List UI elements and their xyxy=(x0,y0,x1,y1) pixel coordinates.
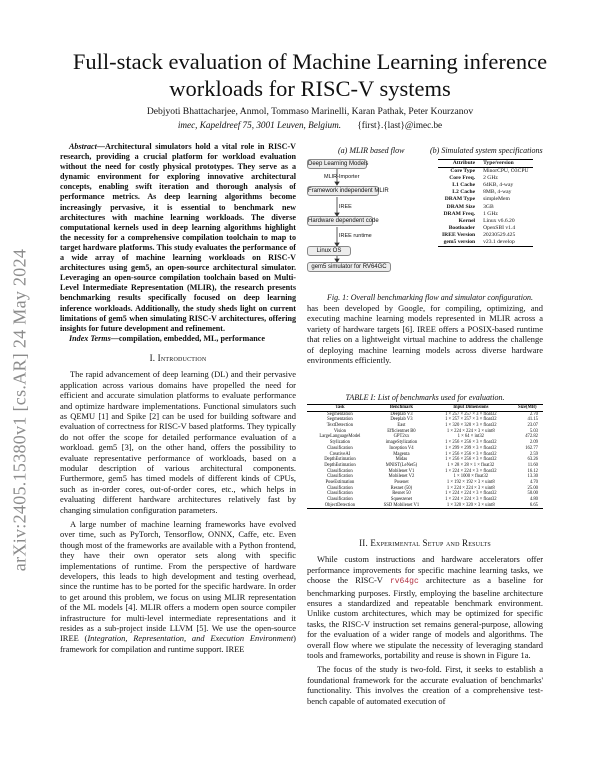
setup-paragraph-1 xyxy=(307,554,543,660)
intro-p2-end: ) framework for compilation and runtime support. IREE xyxy=(60,633,296,654)
bench-size: 63.26 xyxy=(527,457,538,463)
bench-task: Classification xyxy=(327,491,353,497)
spec-value: 20230529.425 xyxy=(483,231,516,238)
bench-size: 4.70 xyxy=(529,479,538,485)
bench-benchmark: imageStylization xyxy=(385,440,418,446)
setup-p1-a: While custom instructions and hardware accelerators offer performance improvements for specific machine learning tasks, we choose the RISC-V xyxy=(307,554,543,586)
bench-benchmark: Deeplab V3 xyxy=(390,417,413,423)
figure-1a-label: (a) MLIR based flow xyxy=(338,146,405,155)
bench-size: 16.12 xyxy=(527,468,538,474)
bench-task: Segmentation xyxy=(327,411,353,417)
bench-size: 162.77 xyxy=(525,445,538,451)
bench-benchmark: Squeezenet xyxy=(390,497,412,502)
bench-task: ObjectDetection xyxy=(307,503,373,509)
bench-task: PoseEstimation xyxy=(325,479,355,485)
bench-size: 25.00 xyxy=(527,485,538,491)
bench-input: 1 × 1000 × float32 xyxy=(453,474,489,480)
abstract-label: Abstract xyxy=(69,142,97,151)
simulated-system-spec-table xyxy=(438,159,533,247)
bench-task: DepthEstimation xyxy=(324,457,356,463)
right-column-section-2 xyxy=(307,538,543,706)
bench-benchmark: Deeplab V3 xyxy=(390,411,413,417)
bench-header-row xyxy=(307,405,543,412)
spec-value: 3GB xyxy=(483,203,494,210)
bench-header-input: Input Dimensions xyxy=(430,405,512,412)
flow-tool-iree-runtime: IREE runtime xyxy=(339,233,372,239)
bench-input: 1 × 224 × 224 × 3 × float32 xyxy=(445,491,497,497)
right-paragraph-1: has been developed by Google, for compiling, optimizing, and executing machine learning models represented in MLIR across a variety of hardware targets [6]. IREE offers a POSIX-based runtime that relies on a lightweight virtual machine to address the challenge of deploying machine learning models across diverse hardware environments efficiently. xyxy=(307,303,543,366)
bench-benchmark: Mobilenet V1 xyxy=(388,468,415,474)
arxiv-stamp xyxy=(2,230,38,590)
bench-task: LargeLanguageModel xyxy=(319,434,361,440)
flow-tool-mlir-importer: MLIR-Importer xyxy=(324,174,360,180)
spec-attribute: L1 Cache xyxy=(452,182,476,189)
spec-row xyxy=(438,175,533,182)
spec-row xyxy=(438,204,533,211)
bench-task: Vision xyxy=(333,428,346,434)
bench-benchmark: Midas xyxy=(395,457,408,463)
bench-size: 4.80 xyxy=(529,497,538,502)
bench-benchmark: Resnet (50) xyxy=(390,485,413,491)
bench-input: 1 × 192 × 192 × 3 × uint8 xyxy=(446,479,495,485)
bench-benchmark: MNIST(LeNet5) xyxy=(385,462,418,468)
bench-task: DepthEstimation xyxy=(324,462,356,468)
bench-benchmark: Inception V4 xyxy=(389,445,414,451)
bench-task: Classification xyxy=(327,468,353,474)
bench-benchmark: Mobilenet V2 xyxy=(388,474,415,480)
bench-benchmark: Efficientnet B0 xyxy=(387,428,416,434)
bench-task: Classification xyxy=(327,485,353,491)
spec-header-type: Type/version xyxy=(479,160,532,168)
flow-box-mlir: Framework independent MLIR xyxy=(308,188,389,194)
bench-input: 1 × 224 × 224 × 3 × float32 xyxy=(445,497,497,502)
bench-size: 2.70 xyxy=(529,411,538,417)
benchmark-table xyxy=(307,404,543,509)
bench-benchmark: Posenet xyxy=(394,479,409,485)
spec-row xyxy=(438,189,533,196)
intro-paragraph-1: The rapid advancement of deep learning (DL) and their pervasive application across various domains have propelled the need for efficient and accurate simulation platforms to evaluate performance and optimize hardware implementations. Functional simulators such as QEMU [1] and Spike [2] can be used for building software and evaluation of correctness for RISC-V based platforms. They typically do not offer the scope for detailed performance evaluation of a workload. gem5 [3], on the other hand, offers the possibility to evaluate representative performance of workloads, based on a modular description of various architectural components. Furthermore, gem5 has timed models of different kinds of CPUs, such as in-order cores, out-of-order cores, etc., which helps in evaluating different hardware architectures relatively fast by changing simulation configuration parameters. xyxy=(60,369,296,515)
spec-row xyxy=(438,211,533,218)
spec-attribute: DRAM Type xyxy=(444,196,476,203)
bench-size: 23.07 xyxy=(527,423,538,429)
bench-input: 1 × 320 × 320 × 3 × float32 xyxy=(445,423,497,429)
abstract-text: —Architectural simulators hold a vital role in RISC-V research, providing a crucial platform for workload evaluation without the need for costly physical prototypes. They serve as a dynamic environment for exploring innovative architectural concepts, enabling swift iteration and thorough analysis of performance metrics. As deep learning algorithms become increasingly pervasive, it is essential to benchmark new architectures with machine learning workloads. The diverse computational kernels used in deep learning algorithms highlight the necessity for a comprehensive compilation toolchain to map to target hardware platforms. This study evaluates the performance of a wide array of machine learning workloads on RISC-V architectures using gem5, an open-source architectural simulator. Leveraging an open-source compilation toolchain based on Multi-Level Intermediate Representation (MLIR), the research presents benchmarking results specifically focused on deep learning inference workloads. Additionally, the study sheds light on current limitations of gem5 when simulating RISC-V architectures, offering insights for future development and refinement. xyxy=(60,142,296,333)
bench-size: 5.03 xyxy=(529,428,538,434)
intro-p2-text: A large number of machine learning frameworks have evolved over time, such as PyTorch, Tensorflow, ONNX, Caffe, etc. Even though most of the frameworks are available with a Python frontend, they have their own operator sets along with specific implementations of runtime. From the perspective of hardware developers, this leads to high development and testing overhead, since the runtime has to be ported for the specific hardware. In order to get around this problem, we focus on using MLIR representation of the ML models [4]. MLIR offers a modern open source compiler infrastructure for multi-level intermediate representations and it resides as a sub-project inside LLVM [5]. We use the open-source IREE ( xyxy=(60,518,296,644)
author-email: {first}.{last}@imec.be xyxy=(357,120,443,130)
spec-value: OpenSBI v1.4 xyxy=(483,224,516,231)
flow-box-linux: Linux OS xyxy=(307,246,351,256)
flow-box-hw-code: Hardware dependent code xyxy=(308,218,379,224)
bench-benchmark: Resnet 50 xyxy=(392,491,411,497)
spec-row xyxy=(438,196,533,203)
mlir-flow-diagram xyxy=(307,158,417,283)
spec-attribute: Core Type xyxy=(450,168,476,175)
left-column xyxy=(60,142,296,654)
bench-input: 1 × 256 × 256 × 3 × float32 xyxy=(445,457,497,463)
bench-input: 1 × 257 × 257 × 3 × float32 xyxy=(445,417,497,423)
spec-attribute: IREE Version xyxy=(442,231,476,238)
spec-attribute: Core Freq. xyxy=(449,175,476,182)
spec-value: 1 GHz xyxy=(483,210,498,217)
bench-header-benchmark: Benchmark xyxy=(373,405,430,412)
bench-task: Classification xyxy=(327,497,353,502)
paper-authors: Debjyoti Bhattacharjee, Anmol, Tommaso Marinelli, Karan Pathak, Peter Kourzanov xyxy=(146,106,474,117)
bench-size: 2.59 xyxy=(529,451,538,457)
bench-task: CreativeAI xyxy=(329,451,351,457)
bench-benchmark: GPT2xx xyxy=(393,434,410,440)
spec-attribute: gem5 version xyxy=(438,239,479,247)
flow-tool-iree: IREE xyxy=(339,204,352,210)
spec-row xyxy=(438,239,533,247)
spec-header-row xyxy=(438,160,533,168)
index-terms-text: —compilation, embedded, ML, performance xyxy=(110,333,265,343)
bench-size: 13.30 xyxy=(527,474,538,480)
spec-attribute: DRAM Size xyxy=(446,203,476,210)
spec-row xyxy=(438,218,533,225)
bench-size: 41.15 xyxy=(527,417,538,423)
flow-arrowhead-1 xyxy=(335,182,339,185)
bench-size: 50.00 xyxy=(527,491,538,497)
setup-p1-isa: rv64gc xyxy=(389,577,419,587)
bench-task: Segmentation xyxy=(327,417,353,423)
table-row xyxy=(307,503,543,509)
spec-value: 8MB, 4-way xyxy=(483,189,512,196)
spec-attribute: Kernel xyxy=(458,217,476,224)
bench-task: TextDetection xyxy=(326,423,354,429)
intro-p2-italic: Integration, Representation, and Execution Environment xyxy=(87,633,294,644)
bench-input: 1 × 256 × 256 × 3 × float32 xyxy=(445,451,497,457)
spec-row xyxy=(438,168,533,176)
affiliation-text: imec, Kapeldreef 75, 3001 Leuven, Belgium. xyxy=(177,120,342,130)
bench-input: 1 × 257 × 257 × 3 × float32 xyxy=(445,411,497,417)
bench-input: 1 × 64 × int32 xyxy=(457,434,484,440)
spec-attribute: Bootloader xyxy=(448,224,476,231)
bench-size: 6.65 xyxy=(512,503,543,509)
bench-benchmark: Magenta xyxy=(393,451,410,457)
bench-size: 472.82 xyxy=(525,434,538,440)
figure-1b-label: (b) Simulated system specifications xyxy=(430,146,543,155)
table-1-caption: TABLE I: List of benchmarks used for evaluation. xyxy=(345,393,505,402)
bench-input: 1 × 224 × 224 × 3 × float32 xyxy=(445,468,497,474)
paper-title: Full-stack evaluation of Machine Learning inference workloads for RISC-V systems xyxy=(72,49,548,101)
bench-task: Classification xyxy=(327,474,353,480)
flow-box-dl-models: Deep Learning Models xyxy=(308,161,369,167)
paper-affiliation xyxy=(60,119,560,131)
index-terms-label: Index Terms xyxy=(69,333,111,343)
bench-input: 1 × 224 × 224 × 3 × uint8 xyxy=(446,485,495,491)
spec-attribute: DRAM Freq. xyxy=(443,210,476,217)
bench-header-task: Task xyxy=(307,405,373,412)
setup-paragraph-2: The focus of the study is two-fold. First, it seeks to establish a foundational framework for the accurate evaluation of benchmarks' functionality. This involves the creation of a comprehensive test-bench capable of automated execution of xyxy=(307,664,543,706)
spec-header-attribute: Attribute xyxy=(438,160,479,168)
spec-value: 2 GHz xyxy=(483,175,498,182)
flow-box-gem5: gem5 simulator for RV64GC xyxy=(307,262,391,272)
section-heading-introduction: I. Introduction xyxy=(149,352,207,363)
spec-row xyxy=(438,225,533,232)
bench-input: 1 × 299 × 299 × 3 × float32 xyxy=(445,445,497,451)
section-heading-setup: II. Experimental Setup and Results xyxy=(359,538,491,548)
bench-size: 11.60 xyxy=(527,462,538,468)
arxiv-stamp-text: arXiv:2405.15380v1 [cs.AR] 24 May 2024 xyxy=(9,248,30,572)
spec-value: 64KB, 4-way xyxy=(483,182,514,189)
intro-paragraph-2 xyxy=(60,519,296,654)
bench-input: 1 × 256 × 256 × 3 × float32 xyxy=(445,440,497,446)
bench-task: Stylization xyxy=(329,440,350,446)
bench-input: 1 × 28 × 28 × 1 × float32 xyxy=(447,462,495,468)
bench-benchmark: East xyxy=(397,423,406,429)
spec-row xyxy=(438,232,533,239)
spec-value: v23.1 develop xyxy=(479,239,532,247)
bench-size: 2.09 xyxy=(529,440,538,446)
bench-header-size: Size(MB) xyxy=(512,405,543,412)
right-column xyxy=(307,303,543,365)
bench-task: Classification xyxy=(327,445,353,451)
bench-input: 1 × 320 × 320 × 3 × uint8 xyxy=(430,503,512,509)
index-terms xyxy=(60,334,296,344)
spec-value: Linux v6.6.20 xyxy=(483,217,515,224)
setup-p1-b: architecture as a baseline for benchmarking purposes. Firstly, employing the baseline architecture ensures a standardized and repeatable benchmark environment. Unlike custom architectures, which may be optimized for specific tasks, the RISC-V instruction set remains general-purpose, allowing for the evaluation of a wider range of models and algorithms. The overall flow where we stipulate the necessity of leveraging standard tools and frameworks, portability and reuse is shown in Figure 1a. xyxy=(307,575,543,661)
spec-value: simpleMem xyxy=(483,196,510,203)
bench-benchmark: SSD Mobilenet V1 xyxy=(373,503,430,509)
spec-value: MinorCPU, O3CPU xyxy=(483,168,529,175)
bench-input: 1 × 224 × 224 × 3 × uint8 xyxy=(446,428,495,434)
figure-1-caption: Fig. 1: Overall benchmarking flow and simulator configuration. xyxy=(327,293,533,302)
spec-attribute: L2 Cache xyxy=(452,189,476,196)
abstract xyxy=(60,142,296,334)
spec-row xyxy=(438,182,533,189)
